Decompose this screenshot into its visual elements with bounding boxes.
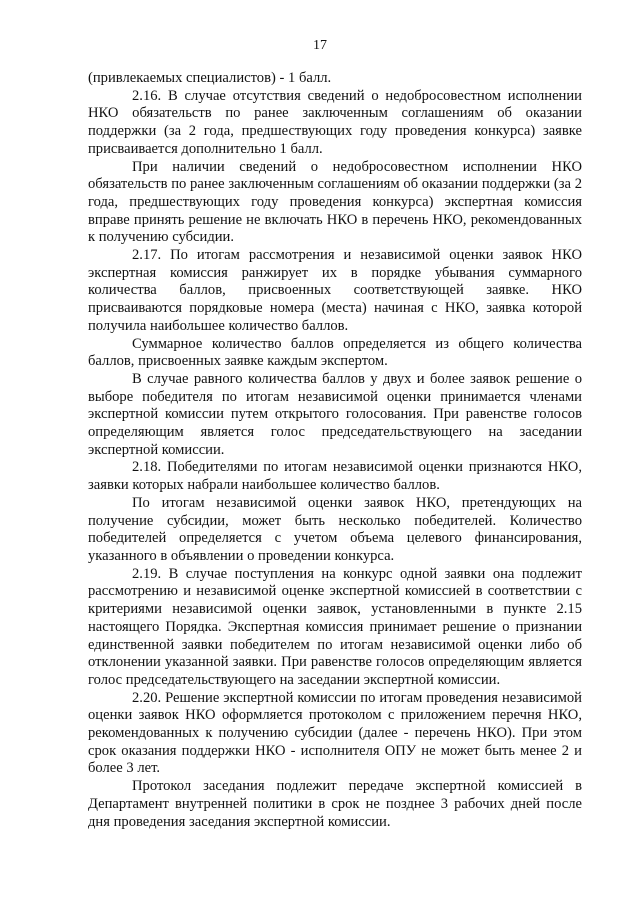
paragraph-2-17-tie-vote: В случае равного количества баллов у двух и более заявок решение о выборе победителя по итогам независимой оценки принимается членами экспертной комиссии путем открытого голосования. При равенстве голосов определяющим является голос председательствующего на заседании экспертной комиссии. — [88, 370, 582, 458]
paragraph-continuation: (привлекаемых специалистов) - 1 балл. — [88, 70, 332, 86]
paragraph-2-17: 2.17. По итогам рассмотрения и независимой оценки заявок НКО экспертная комиссия ранжирует их в порядке убывания суммарного количества баллов, присвоенных соответствующей заявке. НКО присваиваются порядковые номера (места) начиная с НКО, заявка которой получила наибольшее количество баллов. — [88, 247, 582, 334]
paragraph-2-20: 2.20. Решение экспертной комиссии по итогам проведения независимой оценки заявок НКО оформляется протоколом с приложением перечня НКО, рекомендованных к получению субсидии (далее - перечень НКО). При этом срок оказания поддержки НКО - исполнителя ОПУ не может быть менее 2 и более 3 лет. — [88, 689, 582, 777]
paragraph-2-18-winners-count: По итогам независимой оценки заявок НКО, претендующих на получение субсидии, может быть несколько победителей. Количество победителей определяется с учетом объема целевого финансирования, указанного в объявлении о проведении конкурса. — [88, 494, 582, 564]
paragraph-2-16: 2.16. В случае отсутствия сведений о недобросовестном исполнении НКО обязательств по ранее заключенным соглашениям об оказании поддержки (за 2 года, предшествующих году проведения конкурса) заявке присваивается дополнительно 1 балл. — [88, 87, 582, 157]
paragraph-2-19: 2.19. В случае поступления на конкурс одной заявки она подлежит рассмотрению и независимой оценке экспертной комиссией в соответствии с критериями независимой оценки заявок, установленными в пункте 2.15 настоящего Порядка. Экспертная комиссия принимает решение о признании единственной заявки победителем по итогам независимой оценки либо об отклонении указанной заявки. При равенстве голосов определяющим является голос председательствующего на заседании экспертной комиссии. — [88, 565, 582, 688]
document-body — [88, 70, 582, 831]
paragraph-2-17-total-score: Суммарное количество баллов определяется из общего количества баллов, присвоенных заявке каждым экспертом. — [88, 335, 582, 370]
page-number: 17 — [313, 38, 327, 53]
paragraph-2-16-exclusion: При наличии сведений о недобросовестном исполнении НКО обязательств по ранее заключенным соглашениям об оказании поддержки (за 2 года, предшествующих году проведения конкурса) экспертная комиссия вправе принять решение не включать НКО в перечень НКО, рекомендованных к получению субсидии. — [88, 158, 582, 246]
paragraph-2-20-protocol: Протокол заседания подлежит передаче экспертной комиссией в Департамент внутренней политики в срок не позднее 3 рабочих дней после дня проведения заседания экспертной комиссии. — [88, 778, 582, 830]
paragraph-2-18: 2.18. Победителями по итогам независимой оценки признаются НКО, заявки которых набрали наибольшее количество баллов. — [88, 459, 582, 494]
